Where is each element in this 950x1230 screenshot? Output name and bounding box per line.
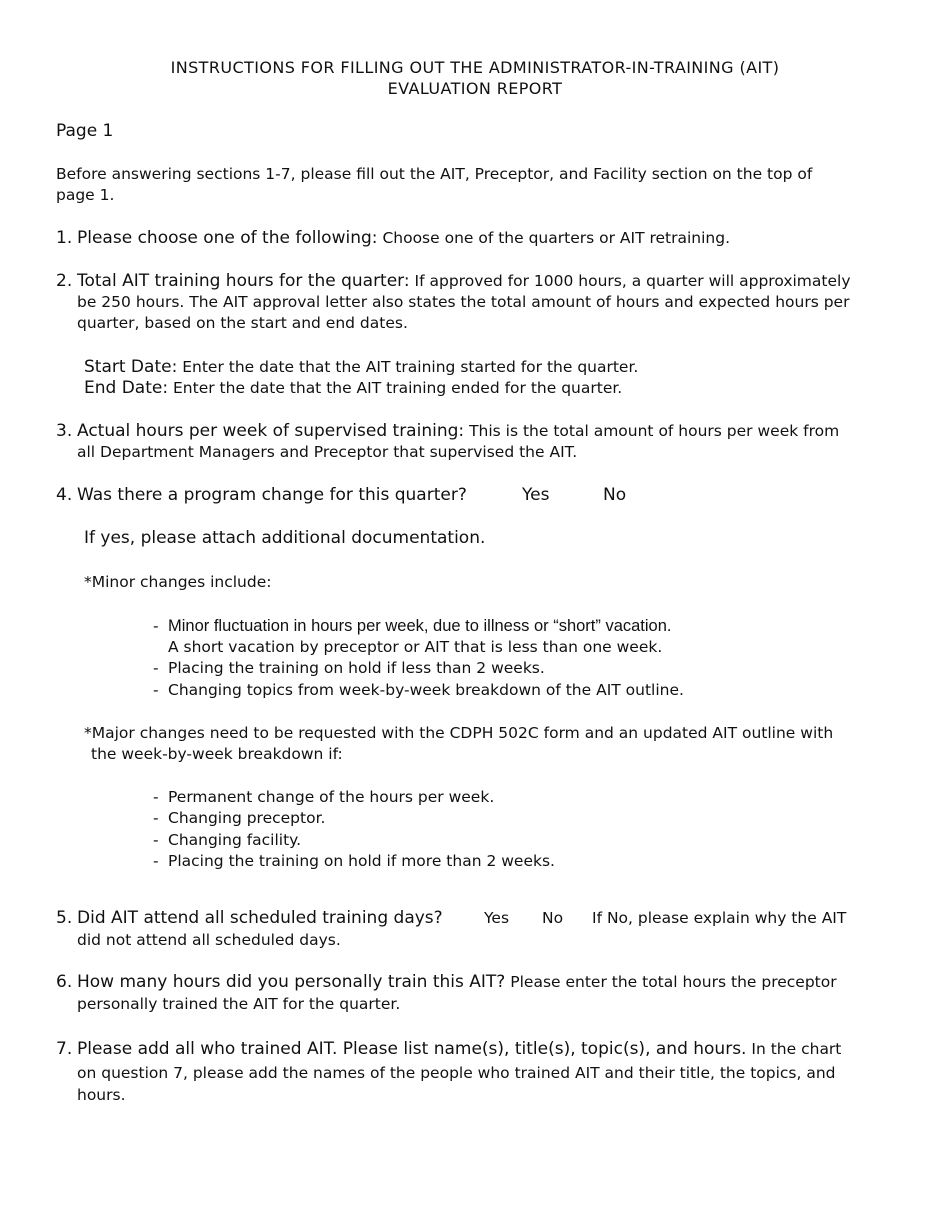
end-date-text: Enter the date that the AIT training ended for the quarter. (173, 379, 623, 397)
question-text: Did AIT attend all scheduled training days? (77, 908, 443, 928)
major-changes-line1: *Major changes need to be requested with the CDPH 502C form and an updated AIT outline with (84, 724, 834, 742)
question-number: 3. (56, 421, 73, 441)
question-7-line2: on question 7, please add the names of the people who trained AIT and their title, the topics, and (77, 1064, 836, 1082)
question-number: 4. (56, 485, 73, 505)
major-changes-line2: the week-by-week breakdown if: (91, 745, 343, 763)
major-bullet-1: - (153, 788, 159, 806)
minor-item-1: Minor fluctuation in hours per week, due to illness or “short” vacation. (168, 617, 672, 635)
question-text: How many hours did you personally train this AIT? (77, 972, 506, 992)
question-number: 1. (56, 228, 73, 248)
major-item-1: Permanent change of the hours per week. (168, 788, 495, 806)
question-answer: Choose one of the quarters or AIT retraining. (382, 229, 731, 247)
question-number: 2. (56, 271, 73, 291)
minor-bullet-4: - (153, 681, 159, 699)
q5-yes-option[interactable]: Yes (484, 909, 510, 927)
minor-item-4: Changing topics from week-by-week breakdown of the AIT outline. (168, 681, 684, 699)
question-7-line3: hours. (77, 1086, 126, 1104)
major-bullet-4: - (153, 852, 159, 870)
end-date-label: End Date: (84, 378, 169, 398)
start-date-label: Start Date: (84, 357, 178, 377)
major-bullet-2: - (153, 809, 159, 827)
minor-item-2: A short vacation by preceptor or AIT that is less than one week. (168, 638, 663, 656)
question-answer: Please enter the total hours the preceptor (510, 973, 837, 991)
question-3-line2: all Department Managers and Preceptor that supervised the AIT. (77, 443, 578, 461)
question-6-line2: personally trained the AIT for the quarter. (77, 995, 401, 1013)
question-number: 6. (56, 972, 73, 992)
q5-answer-line2: did not attend all scheduled days. (77, 931, 341, 949)
question-3 (56, 421, 839, 442)
minor-bullet-1: - (153, 617, 159, 635)
question-2-line3: quarter, based on the start and end dates. (77, 314, 408, 332)
question-text: Please add all who trained AIT. Please list name(s), title(s), topic(s), and hours. (77, 1039, 747, 1059)
question-text: Please choose one of the following: (77, 228, 378, 248)
start-date-text: Enter the date that the AIT training started for the quarter. (182, 358, 639, 376)
question-text: Total AIT training hours for the quarter: (77, 271, 410, 291)
question-4 (56, 485, 467, 506)
minor-changes-heading: *Minor changes include: (84, 573, 272, 591)
q5-answer-line1: If No, please explain why the AIT (592, 909, 847, 927)
question-7 (56, 1039, 841, 1060)
minor-item-3: Placing the training on hold if less than 2 weeks. (168, 659, 545, 677)
question-5 (56, 908, 443, 929)
q4-no-option[interactable]: No (603, 485, 627, 505)
major-bullet-3: - (153, 831, 159, 849)
major-item-3: Changing facility. (168, 831, 302, 849)
question-answer: In the chart (751, 1040, 842, 1058)
major-item-2: Changing preceptor. (168, 809, 326, 827)
question-text: Was there a program change for this quarter? (77, 485, 467, 505)
start-date-row (84, 357, 638, 378)
question-answer: This is the total amount of hours per week from (469, 422, 840, 440)
question-1 (56, 228, 730, 249)
question-text: Actual hours per week of supervised training: (77, 421, 465, 441)
question-2 (56, 271, 851, 292)
document-title-line1: INSTRUCTIONS FOR FILLING OUT THE ADMINISTRATOR-IN-TRAINING (AIT) (170, 58, 780, 77)
intro-line1: Before answering sections 1-7, please fill out the AIT, Preceptor, and Facility section on the top of (56, 165, 813, 183)
q4-if-yes-note: If yes, please attach additional documentation. (84, 528, 486, 548)
document-title-line2: EVALUATION REPORT (387, 79, 563, 98)
q5-no-option[interactable]: No (542, 909, 564, 927)
question-answer: If approved for 1000 hours, a quarter will approximately (414, 272, 851, 290)
page-label: Page 1 (56, 121, 114, 141)
major-item-4: Placing the training on hold if more than 2 weeks. (168, 852, 555, 870)
q4-yes-option[interactable]: Yes (522, 485, 550, 505)
minor-bullet-3: - (153, 659, 159, 677)
question-number: 5. (56, 908, 73, 928)
question-6 (56, 972, 837, 993)
question-number: 7. (56, 1039, 73, 1059)
question-2-line2: be 250 hours. The AIT approval letter also states the total amount of hours and expected hours per (77, 293, 850, 311)
end-date-row (84, 378, 622, 399)
intro-line2: page 1. (56, 186, 115, 204)
